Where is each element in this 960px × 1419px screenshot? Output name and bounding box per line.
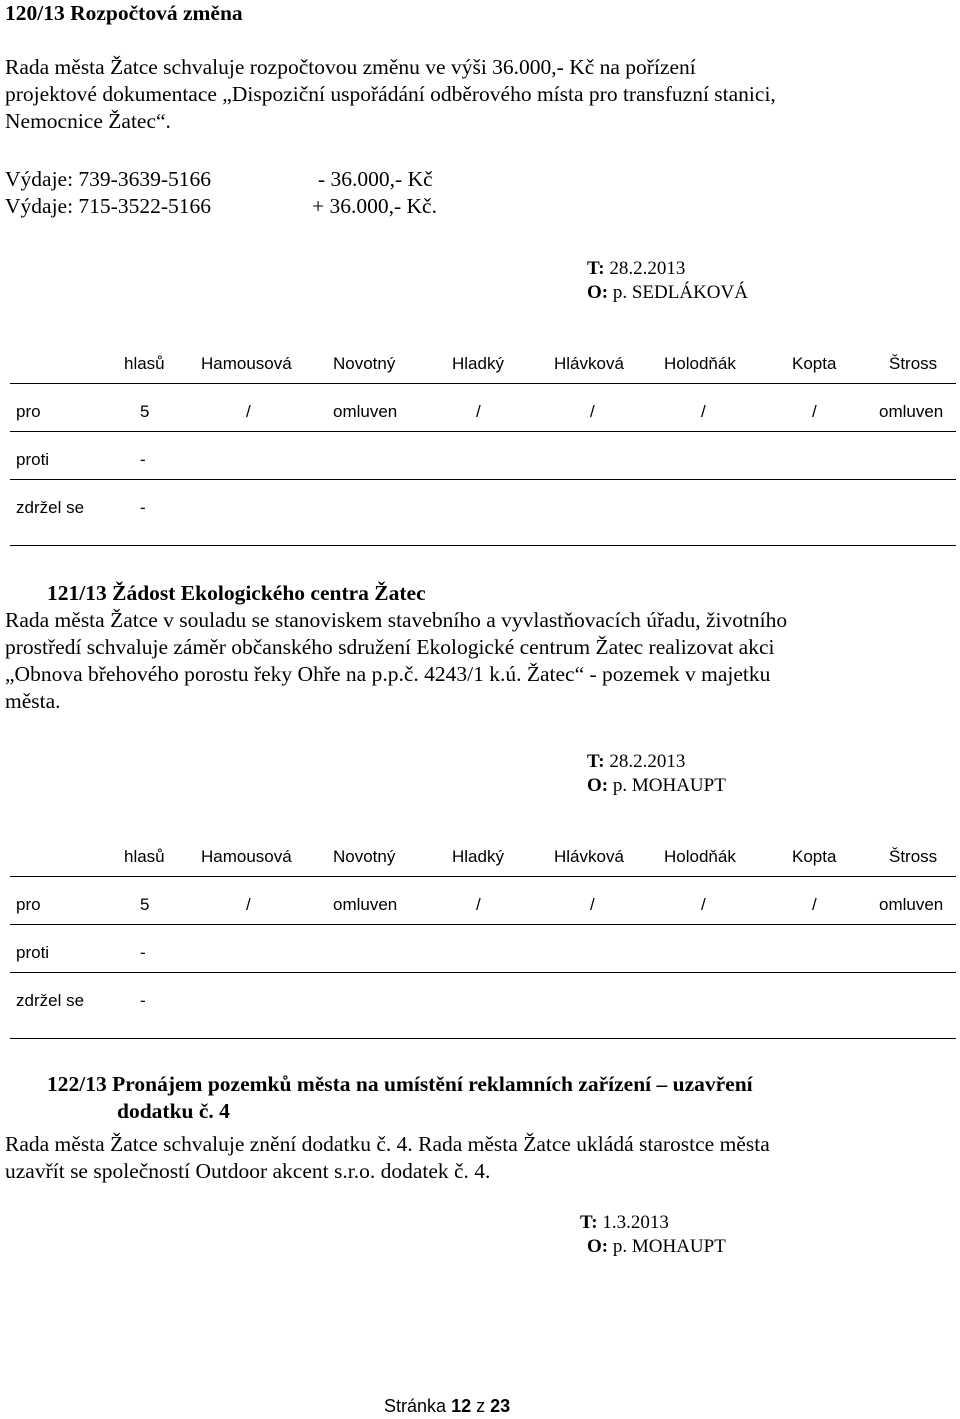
vote-cell: -	[140, 498, 146, 517]
section-120-body-line-3: Nemocnice Žatec“.	[5, 109, 171, 133]
vote-header-member: Novotný	[333, 847, 396, 866]
section-heading-122-cont: dodatku č. 4	[117, 1099, 230, 1123]
vote-cell: /	[590, 895, 595, 914]
vote-header-hlasu: hlasů	[124, 354, 165, 373]
section-heading-121: 121/13 Žádost Ekologického centra Žatec	[47, 581, 426, 605]
term-value: 28.2.2013	[609, 751, 686, 772]
vote-cell: -	[140, 943, 146, 962]
resp-value: p. MOHAUPT	[612, 775, 726, 796]
term-line-122	[580, 1211, 669, 1235]
vote-table-rule	[10, 972, 956, 973]
section-120-body-line-1: Rada města Žatce schvaluje rozpočtovou změnu ve výši 36.000,- Kč na pořízení	[5, 55, 696, 79]
term-value: 28.2.2013	[609, 258, 686, 279]
vote-header-member: Hamousová	[201, 847, 292, 866]
section-heading-122: 122/13 Pronájem pozemků města na umístění reklamních zařízení – uzavření	[47, 1072, 753, 1096]
expense-amount-2: + 36.000,- Kč.	[312, 194, 437, 218]
vote-row-label-zdrzel: zdržel se	[16, 991, 85, 1010]
vote-table-rule	[10, 924, 956, 925]
section-122-body-line-1: Rada města Žatce schvaluje znění dodatku č. 4. Rada města Žatce ukládá starostce města	[5, 1132, 770, 1156]
vote-cell: -	[140, 450, 146, 469]
expense-amount-1: - 36.000,- Kč	[318, 167, 433, 191]
section-heading-120: 120/13 Rozpočtová změna	[5, 1, 243, 25]
vote-cell: 5	[140, 402, 150, 421]
vote-header-member: Štross	[889, 847, 938, 866]
vote-header-member: Hladký	[452, 847, 504, 866]
vote-row-label-proti: proti	[16, 943, 50, 962]
vote-cell: 5	[140, 895, 150, 914]
vote-table-rule	[10, 876, 956, 877]
vote-table-rule	[10, 431, 956, 432]
vote-cell: omluven	[333, 895, 398, 914]
vote-cell: omluven	[879, 402, 944, 421]
footer-page-number: 12	[451, 1396, 472, 1416]
expense-label-1: Výdaje: 739-3639-5166	[5, 167, 212, 191]
section-121-body-line-2: prostředí schvaluje záměr občanského sdružení Ekologické centrum Žatec realizovat akci	[5, 635, 775, 659]
vote-table-rule	[10, 1038, 956, 1039]
vote-row-label-pro: pro	[16, 402, 41, 421]
vote-table	[10, 350, 956, 546]
resp-label: O:	[587, 1236, 609, 1257]
term-label: T:	[587, 258, 605, 279]
vote-header-member: Novotný	[333, 354, 396, 373]
vote-header-member: Holodňák	[664, 847, 736, 866]
vote-cell: omluven	[879, 895, 944, 914]
vote-table-rule	[10, 545, 956, 546]
vote-cell: /	[701, 402, 706, 421]
section-121-body-line-3: „Obnova břehového porostu řeky Ohře na p.p.č. 4243/1 k.ú. Žatec“ - pozemek v majetku	[5, 662, 771, 686]
section-121-body-line-4: města.	[5, 689, 61, 713]
vote-cell: /	[246, 895, 251, 914]
footer-prefix: Stránka	[384, 1396, 447, 1416]
vote-row-label-zdrzel: zdržel se	[16, 498, 85, 517]
vote-cell: /	[246, 402, 251, 421]
vote-header-member: Štross	[889, 354, 938, 373]
expense-label-2: Výdaje: 715-3522-5166	[5, 194, 212, 218]
resp-line-121	[587, 774, 726, 798]
resp-label: O:	[587, 282, 609, 303]
resp-value: p. MOHAUPT	[612, 1236, 726, 1257]
vote-row-label-proti: proti	[16, 450, 50, 469]
vote-header-member: Hlávková	[554, 847, 624, 866]
page-footer	[384, 1396, 510, 1417]
term-line-120	[587, 257, 685, 281]
vote-header-member: Hladký	[452, 354, 504, 373]
vote-cell: /	[701, 895, 706, 914]
footer-separator: z	[476, 1396, 486, 1416]
vote-cell: /	[476, 402, 481, 421]
term-value: 1.3.2013	[602, 1212, 669, 1233]
footer-page-total: 23	[490, 1396, 511, 1416]
vote-cell: /	[812, 895, 817, 914]
term-label: T:	[580, 1212, 598, 1233]
section-122-body-line-2: uzavřít se společností Outdoor akcent s.r.o. dodatek č. 4.	[5, 1159, 491, 1183]
vote-header-member: Hlávková	[554, 354, 624, 373]
resp-line-120	[587, 281, 748, 305]
term-label: T:	[587, 751, 605, 772]
vote-cell: omluven	[333, 402, 398, 421]
vote-header-hlasu: hlasů	[124, 847, 165, 866]
resp-value: p. SEDLÁKOVÁ	[612, 282, 748, 303]
vote-table	[10, 843, 956, 1039]
vote-cell: /	[476, 895, 481, 914]
section-121-body-line-1: Rada města Žatce v souladu se stanoviskem stavebního a vyvlastňovacích úřadu, životního	[5, 608, 788, 632]
vote-header-member: Holodňák	[664, 354, 736, 373]
resp-line-122	[587, 1235, 726, 1259]
vote-row-label-pro: pro	[16, 895, 41, 914]
vote-table-rule	[10, 383, 956, 384]
resp-label: O:	[587, 775, 609, 796]
section-120-body-line-2: projektové dokumentace „Dispoziční uspořádání odběrového místa pro transfuzní stanici,	[5, 82, 776, 106]
vote-table-rule	[10, 479, 956, 480]
vote-cell: /	[590, 402, 595, 421]
vote-header-member: Kopta	[792, 354, 837, 373]
vote-header-member: Hamousová	[201, 354, 292, 373]
vote-header-member: Kopta	[792, 847, 837, 866]
vote-cell: -	[140, 991, 146, 1010]
vote-cell: /	[812, 402, 817, 421]
term-line-121	[587, 750, 685, 774]
